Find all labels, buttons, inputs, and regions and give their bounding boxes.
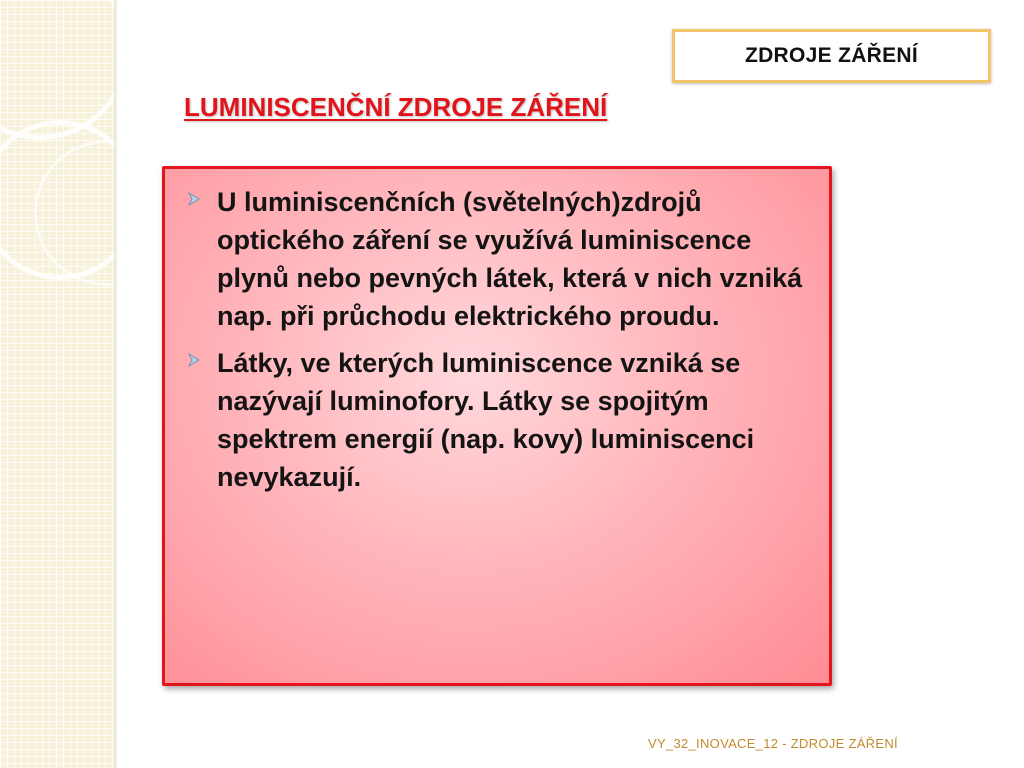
slide-title: LUMINISCENČNÍ ZDROJE ZÁŘENÍ	[184, 92, 608, 122]
bullet-item	[187, 344, 803, 496]
topic-badge-label: ZDROJE ZÁŘENÍ	[744, 44, 919, 67]
bullet-list	[187, 183, 803, 496]
content-box	[162, 166, 832, 686]
arrow-bullet-icon	[187, 183, 217, 211]
decorative-ring	[0, 0, 114, 140]
side-strip-edge	[114, 0, 118, 768]
bullet-text: U luminiscenčních (světelných)zdrojů optického záření se využívá luminiscence plynů nebo pevných látek, která v nich vzniká nap. při průchodu elektrického proudu.	[217, 187, 803, 331]
bullet-item	[187, 183, 803, 335]
decorative-side-strip	[0, 0, 114, 768]
bullet-text: Látky, ve kterých luminiscence vzniká se nazývají luminofory. Látky se spojitým spektrem energií (nap. kovy) luminiscenci nevykazují.	[217, 348, 755, 492]
topic-badge	[672, 29, 991, 83]
slide-footer: VY_32_INOVACE_12 - ZDROJE ZÁŘENÍ	[648, 736, 898, 751]
arrow-bullet-icon	[187, 344, 217, 372]
